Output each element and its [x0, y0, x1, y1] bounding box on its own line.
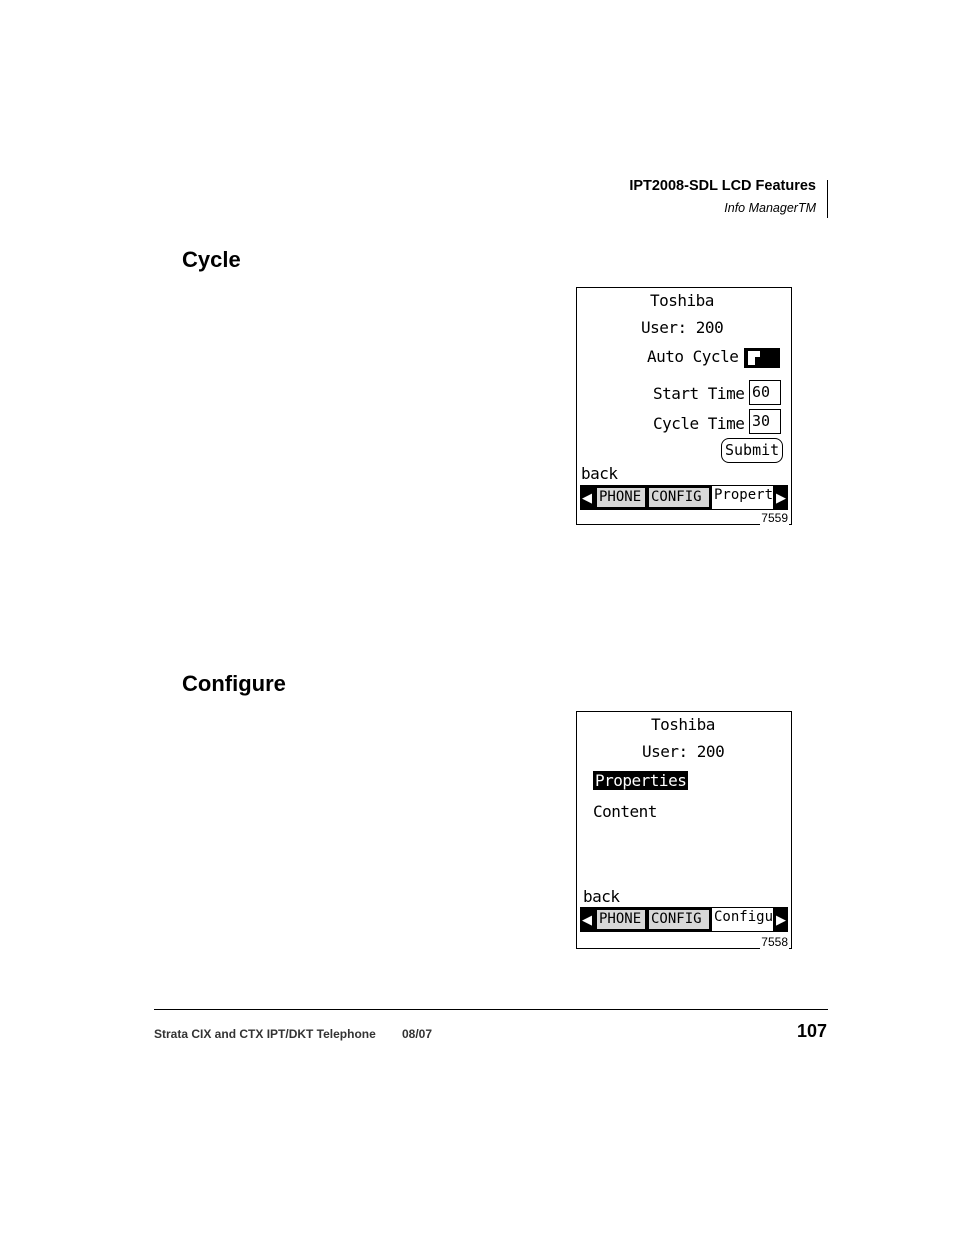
lcd-screen-configure: [576, 711, 792, 949]
running-header-subtitle: Info ManagerTM: [724, 201, 816, 215]
lcd-screen-cycle: [576, 287, 792, 525]
cycle-time-input[interactable]: 30: [749, 409, 781, 434]
section-title-configure: Configure: [182, 671, 286, 696]
footer-date: 08/07: [402, 1027, 433, 1041]
lcd-line-user: User: 200: [641, 318, 724, 337]
section-title-cycle: Cycle: [182, 247, 241, 272]
scroll-right-icon[interactable]: ▶: [776, 912, 786, 927]
running-header-title: IPT2008-SDL LCD Features: [629, 178, 816, 194]
back-softkey[interactable]: back: [581, 464, 618, 483]
footer-doc-title: Strata CIX and CTX IPT/DKT Telephone: [154, 1027, 376, 1041]
figure-number: 7559: [761, 511, 788, 525]
tab-phone[interactable]: PHONE: [596, 909, 646, 930]
header-divider: [827, 180, 828, 218]
start-time-input[interactable]: 60: [749, 380, 781, 405]
page-number: 107: [796, 1021, 827, 1041]
auto-cycle-checkbox[interactable]: [744, 348, 780, 368]
checkbox-box-icon: [748, 351, 760, 365]
back-softkey[interactable]: back: [583, 887, 620, 906]
tab-properties[interactable]: Propert: [712, 486, 773, 509]
tab-bar: [580, 907, 788, 932]
lcd-line-brand: Toshiba: [650, 291, 714, 310]
tab-config[interactable]: CONFIG: [648, 487, 710, 508]
scroll-right-icon[interactable]: ▶: [776, 490, 786, 505]
menu-item-content[interactable]: Content: [593, 802, 657, 821]
lcd-line-user: User: 200: [642, 742, 725, 761]
tab-configure[interactable]: Configu: [712, 908, 773, 931]
auto-cycle-label: Auto Cycle: [647, 347, 739, 366]
cycle-time-label: Cycle Time: [653, 414, 745, 433]
submit-button[interactable]: Submit: [721, 438, 783, 463]
footer-divider: [154, 1009, 828, 1010]
start-time-label: Start Time: [653, 384, 745, 403]
tab-bar: [580, 485, 788, 510]
menu-item-properties[interactable]: Properties: [595, 771, 687, 790]
tab-phone[interactable]: PHONE: [596, 487, 646, 508]
lcd-line-brand: Toshiba: [651, 715, 715, 734]
tab-config[interactable]: CONFIG: [648, 909, 710, 930]
scroll-left-icon[interactable]: ◀: [582, 490, 592, 505]
scroll-left-icon[interactable]: ◀: [582, 912, 592, 927]
figure-number: 7558: [761, 935, 788, 949]
